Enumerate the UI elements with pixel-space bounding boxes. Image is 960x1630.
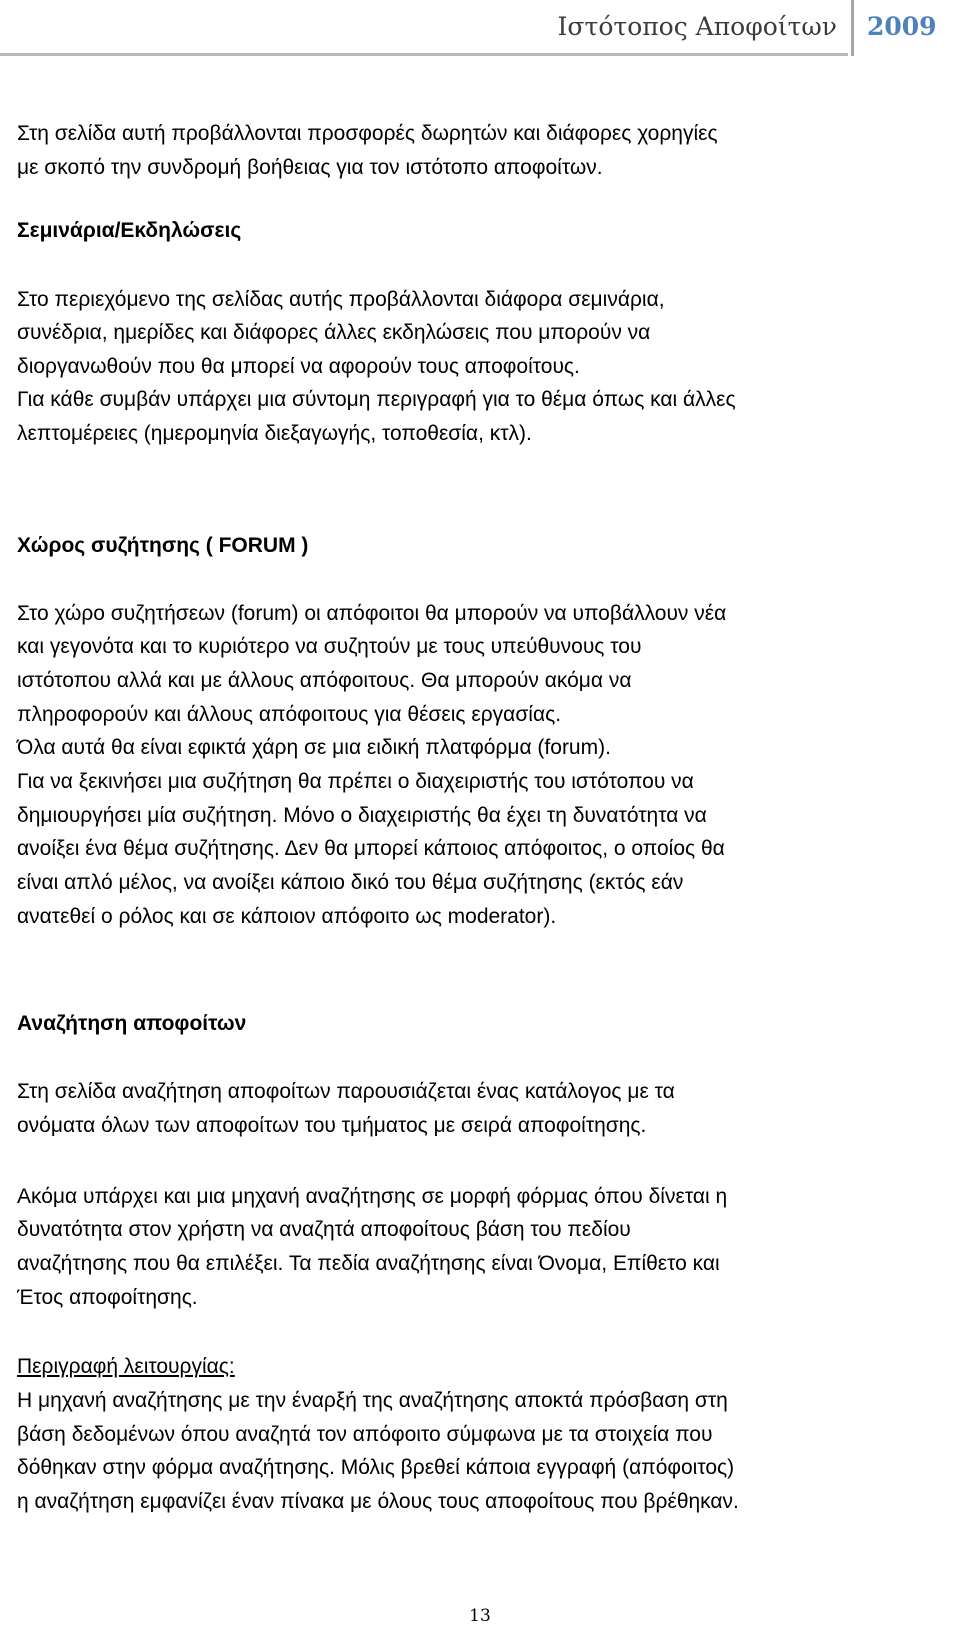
header-title: Ιστότοπος Αποφοίτων — [557, 12, 837, 41]
seminars-line: λεπτομέρειες (ημερομηνία διεξαγωγής, τοποθεσία, κτλ). — [17, 422, 532, 445]
search-line: δόθηκαν στην φόρμα αναζήτησης. Μόλις βρεθεί κάποια εγγραφή (απόφοιτος) — [17, 1456, 735, 1479]
search-line: βάση δεδομένων όπου αναζητά τον απόφοιτο σύμφωνα με τα στοιχεία που — [17, 1423, 713, 1446]
search-line: ονόματα όλων των αποφοίτων του τμήματος με σειρά αποφοίτησης. — [17, 1114, 647, 1137]
search-line: Η μηχανή αναζήτησης με την έναρξή της αναζήτησης αποκτά πρόσβαση στη — [17, 1389, 728, 1412]
seminars-line: Για κάθε συμβάν υπάρχει μια σύντομη περιγραφή για το θέμα όπως και άλλες — [17, 388, 736, 411]
forum-line: ανοίξει ένα θέμα συζήτησης. Δεν θα μπορεί κάποιος απόφοιτος, ο οποίος θα — [17, 837, 725, 860]
forum-line: Στο χώρο συζητήσεων (forum) οι απόφοιτοι θα μπορούν να υποβάλλουν νέα — [17, 602, 727, 625]
header-separator — [851, 0, 854, 56]
search-line: Έτος αποφοίτησης. — [17, 1286, 198, 1309]
seminars-line: διοργανωθούν που θα μπορεί να αφορούν τους αποφοίτους. — [17, 355, 580, 378]
seminars-line: Στο περιεχόμενο της σελίδας αυτής προβάλλονται διάφορα σεμινάρια, — [17, 288, 665, 311]
seminars-line: συνέδρια, ημερίδες και διάφορες άλλες εκδηλώσεις που μπορούν να — [17, 321, 651, 344]
header-year: 2009 — [867, 12, 937, 41]
intro-line: με σκοπό την συνδρομή βοήθειας για τον ιστότοπο αποφοίτων. — [17, 156, 603, 179]
header-rule — [0, 53, 848, 56]
forum-heading: Χώρος συζήτησης ( FORUM ) — [17, 534, 309, 557]
search-line: δυνατότητα στον χρήστη να αναζητά αποφοίτους βάση του πεδίου — [17, 1218, 631, 1241]
intro-line: Στη σελίδα αυτή προβάλλονται προσφορές δωρητών και διάφορες χορηγίες — [17, 122, 718, 145]
search-heading: Αναζήτηση αποφοίτων — [17, 1012, 247, 1035]
forum-line: είναι απλό μέλος, να ανοίξει κάποιο δικό του θέμα συζήτησης (εκτός εάν — [17, 871, 684, 894]
page-header — [0, 0, 960, 58]
forum-line: πληροφορούν και άλλους απόφοιτους για θέσεις εργασίας. — [17, 703, 562, 726]
forum-line: Για να ξεκινήσει μια συζήτηση θα πρέπει ο διαχειριστής του ιστότοπου να — [17, 770, 694, 793]
forum-line: δημιουργήσει μία συζήτηση. Μόνο ο διαχειριστής θα έχει τη δυνατότητα να — [17, 804, 707, 827]
forum-line: ιστότοπου αλλά και με άλλους απόφοιτους. Θα μπορούν ακόμα να — [17, 669, 632, 692]
forum-line: και γεγονότα και το κυριότερο να συζητούν με τους υπεύθυνους του — [17, 635, 642, 658]
seminars-heading: Σεμινάρια/Εκδηλώσεις — [17, 219, 242, 242]
function-description-label: Περιγραφή λειτουργίας: — [17, 1355, 235, 1378]
search-line: αναζήτησης που θα επιλέξει. Τα πεδία αναζήτησης είναι Όνομα, Επίθετο και — [17, 1252, 720, 1275]
forum-line: Όλα αυτά θα είναι εφικτά χάρη σε μια ειδική πλατφόρμα (forum). — [17, 736, 611, 759]
search-line: η αναζήτηση εμφανίζει έναν πίνακα με όλους τους αποφοίτους που βρέθηκαν. — [17, 1490, 739, 1513]
search-line: Ακόμα υπάρχει και μια μηχανή αναζήτησης σε μορφή φόρμας όπου δίνεται η — [17, 1185, 728, 1208]
search-line: Στη σελίδα αναζήτηση αποφοίτων παρουσιάζεται ένας κατάλογος με τα — [17, 1080, 675, 1103]
page-number: 13 — [469, 1606, 491, 1626]
forum-line: ανατεθεί ο ρόλος και σε κάποιον απόφοιτο ως moderator). — [17, 905, 557, 928]
